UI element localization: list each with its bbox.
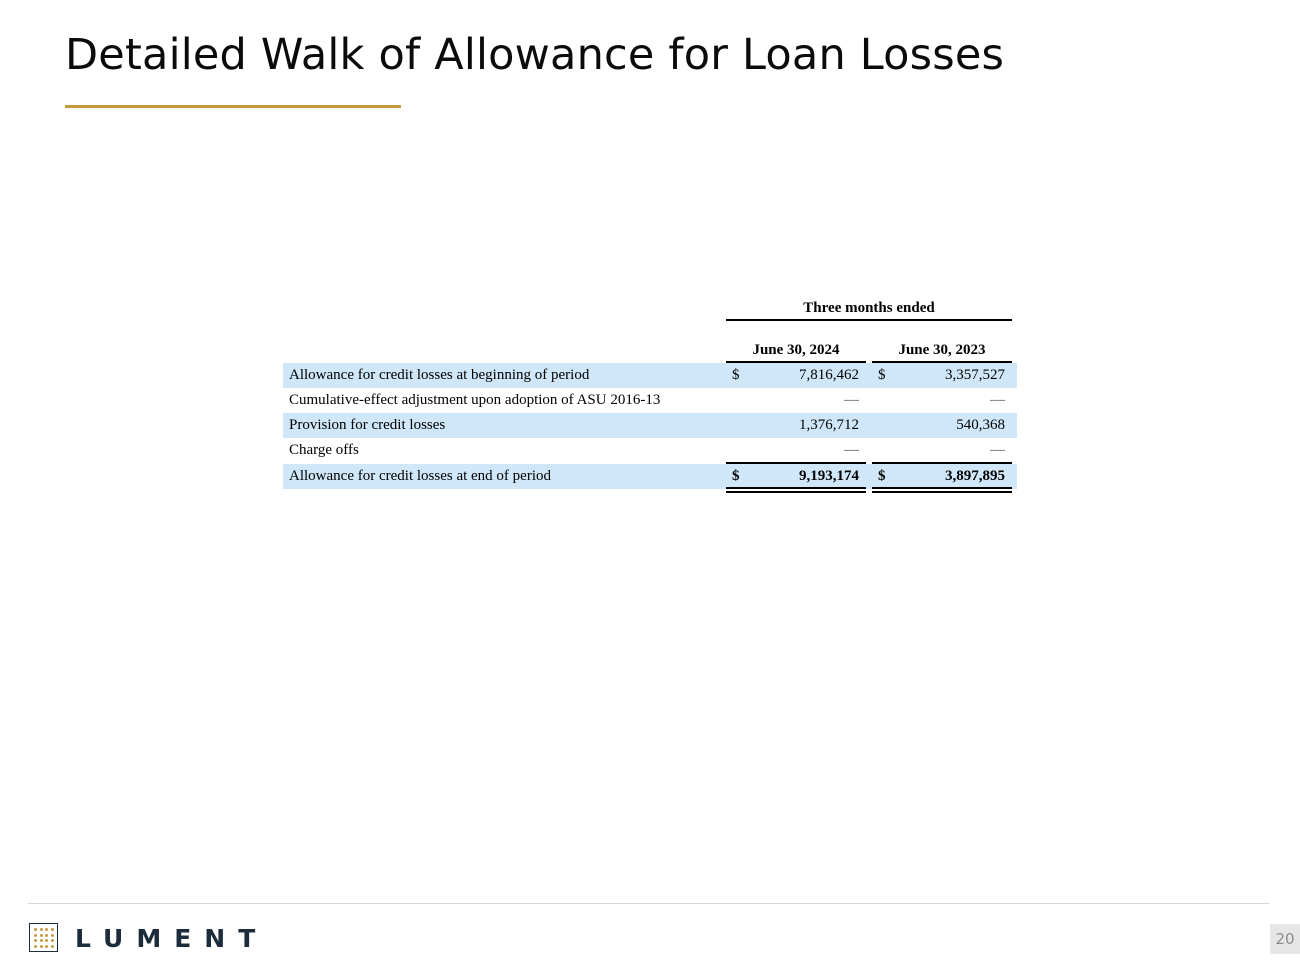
table-row-total [283,464,1017,489]
title-underline [65,105,401,108]
cell-value-2023: — [990,442,1005,458]
table-row [283,388,1017,413]
cell-value-2023: — [990,392,1005,408]
table-row [283,438,1017,463]
footer-divider [28,903,1269,904]
row-label: Cumulative-effect adjustment upon adoption of ASU 2016-13 [289,392,661,408]
row-label: Allowance for credit losses at beginning of period [289,367,590,383]
cell-value-2024: 7,816,462 [799,367,859,383]
currency-symbol: $ [878,468,886,484]
row-label: Provision for credit losses [289,417,446,433]
cell-value-2023: 3,357,527 [945,367,1005,383]
brand-logo-text: LUMENT [75,924,269,953]
currency-symbol: $ [878,367,886,383]
page-title: Detailed Walk of Allowance for Loan Losses [65,30,1005,80]
currency-symbol: $ [732,367,740,383]
page-number: 20 [1270,924,1300,954]
total-double-rule [872,491,1012,493]
total-double-rule [726,491,866,493]
total-double-rule [726,487,866,489]
cell-value-2024: 9,193,174 [799,468,859,484]
table-row [283,413,1017,438]
currency-symbol: $ [732,468,740,484]
table-row [283,363,1017,388]
cell-value-2024: 1,376,712 [799,417,859,433]
column-header-2024: June 30, 2024 [752,342,840,358]
lument-logo-icon [29,923,58,952]
row-label: Charge offs [289,442,359,458]
group-header-rule [726,319,1012,321]
cell-value-2024: — [844,392,859,408]
total-double-rule [872,487,1012,489]
table-group-header: Three months ended [803,300,935,316]
cell-value-2024: — [844,442,859,458]
row-label: Allowance for credit losses at end of period [289,468,551,484]
cell-value-2023: 3,897,895 [945,468,1005,484]
column-header-2023: June 30, 2023 [898,342,986,358]
cell-value-2023: 540,368 [956,417,1005,433]
